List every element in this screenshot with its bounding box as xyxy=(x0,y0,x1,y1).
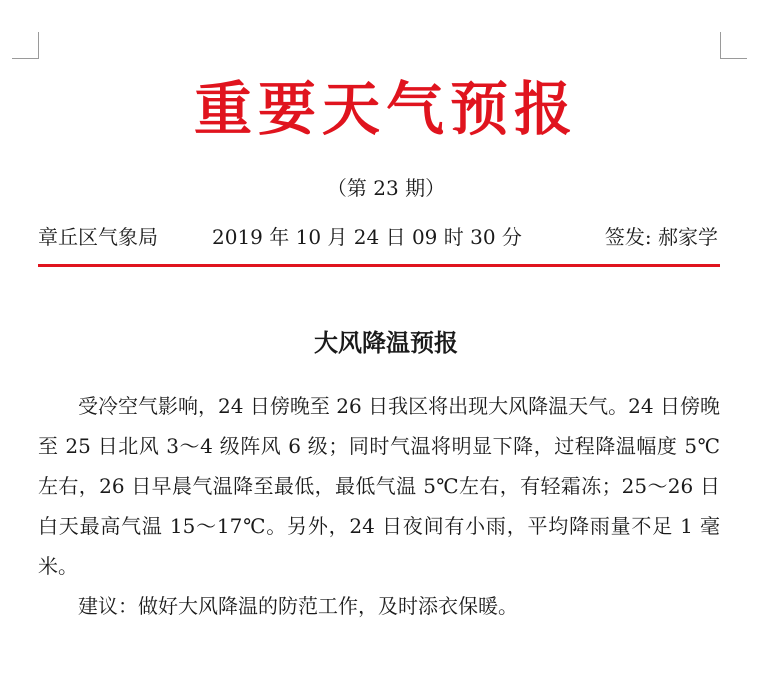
headline: 重要天气预报 xyxy=(193,75,578,143)
issue-number: （第 23 期） xyxy=(326,176,446,200)
issue-datetime: 2019 年 10 月 24 日 09 时 30 分 xyxy=(212,225,522,249)
crop-mark-top-right xyxy=(720,32,747,59)
red-divider xyxy=(38,264,720,267)
article-title: 大风降温预报 xyxy=(314,328,458,357)
advice-paragraph: 建议：做好大风降温的防范工作，及时添衣保暖。 xyxy=(78,594,518,618)
signer: 签发: 郝家学 xyxy=(604,225,718,249)
issuer-name: 章丘区气象局 xyxy=(38,225,158,249)
article-body xyxy=(38,386,720,626)
forecast-paragraph: 受冷空气影响，24 日傍晚至 26 日我区将出现大风降温天气。24 日傍晚至 25 日北风 3～4 级阵风 6 级；同时气温将明显下降，过程降温幅度 5℃左右，26 日早晨气温降至最低，最低气温 5℃左右，有轻霜冻；25～26 日白天最高气温 15～17℃。另外，24 日夜间有小雨，平均降雨量不足 1 毫米。 xyxy=(38,394,720,578)
crop-mark-top-left xyxy=(12,32,39,59)
